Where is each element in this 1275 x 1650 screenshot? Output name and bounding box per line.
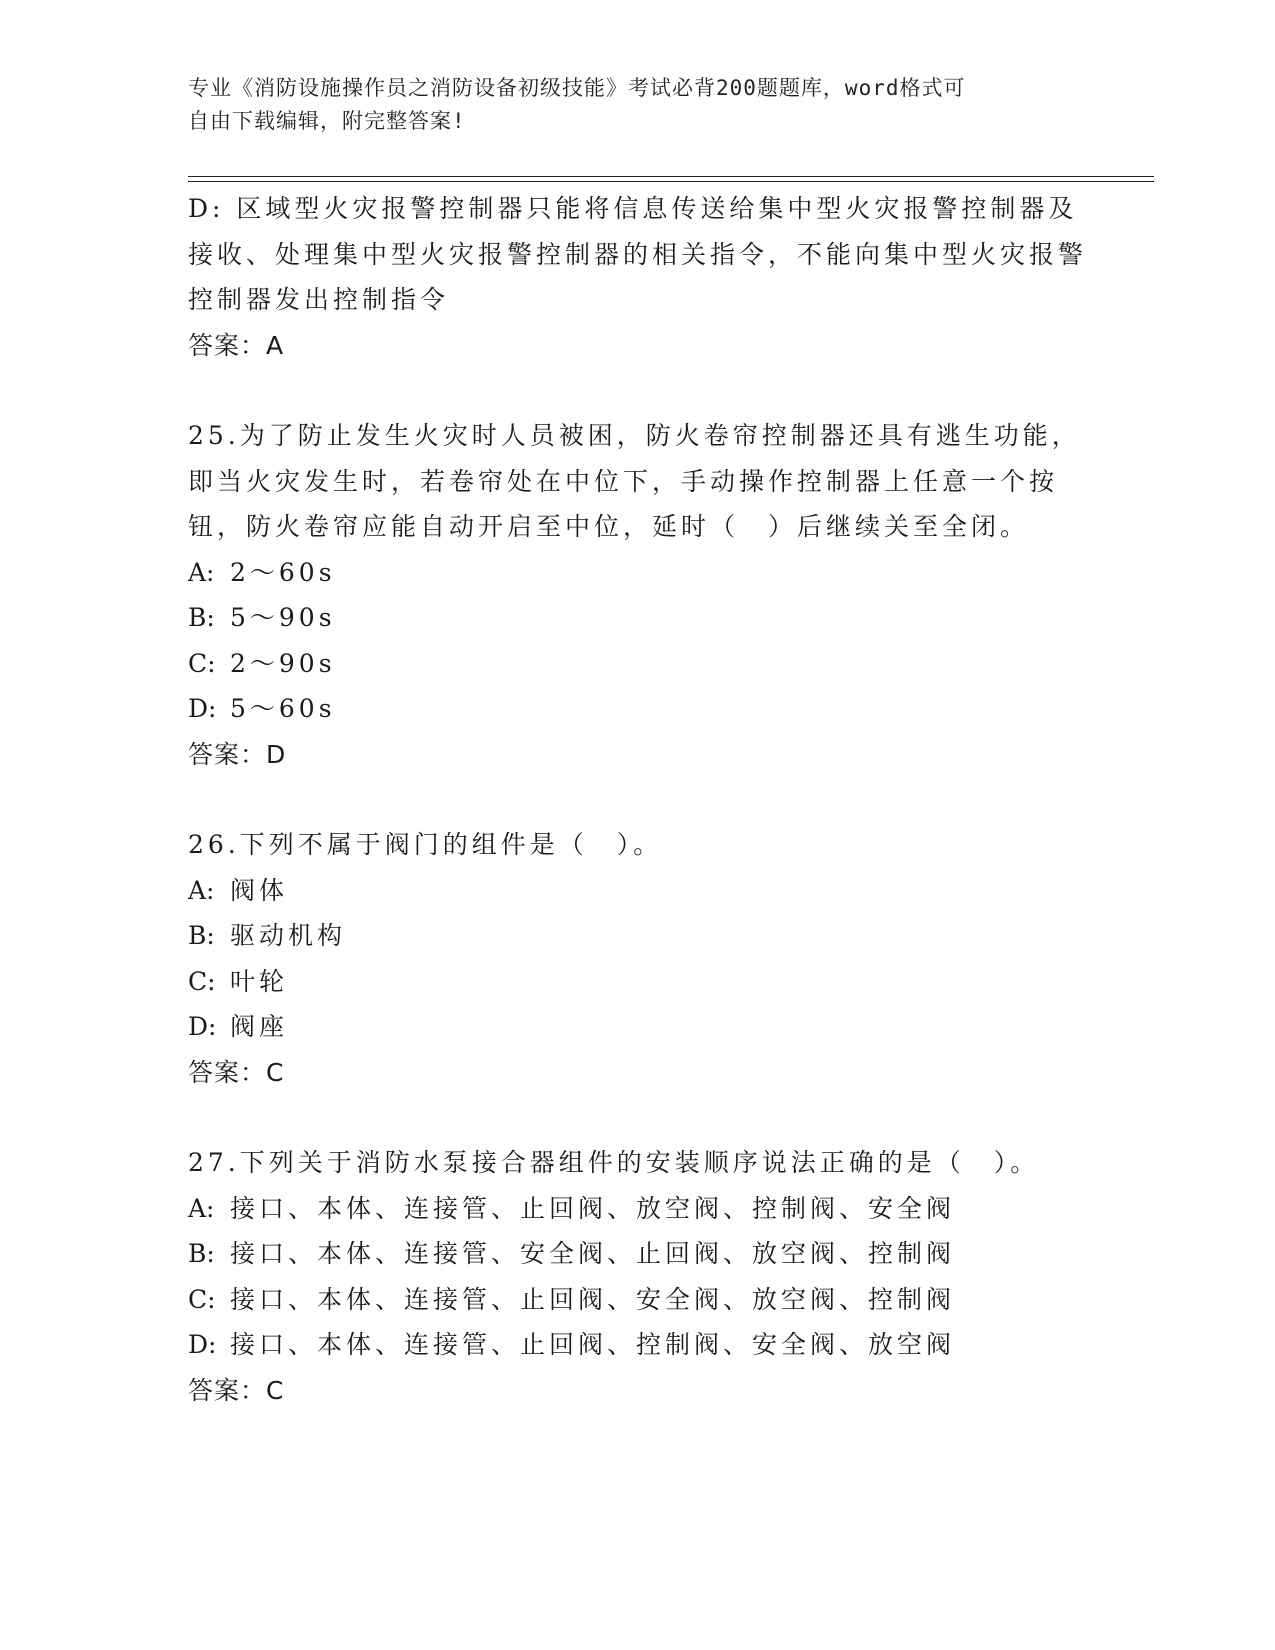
answer-line: 答案：C	[188, 1057, 285, 1087]
option-label: B:	[188, 921, 215, 950]
header-rule-bottom	[188, 181, 1154, 182]
header-line-1: 专业《消防设施操作员之消防设备初级技能》考试必背200题题库，word格式可	[188, 76, 966, 100]
option-text: 接口、本体、连接管、安全阀、止回阀、放空阀、控制阀	[230, 1239, 956, 1268]
option-text: 阀座	[230, 1012, 289, 1041]
answer-line: 答案：D	[188, 739, 287, 769]
question-25	[188, 413, 1088, 777]
option-label: D:	[188, 694, 217, 723]
question-stem: 27.下列关于消防水泵接合器组件的安装顺序说法正确的是（ ）。	[188, 1148, 1040, 1177]
document-body	[188, 186, 1088, 1413]
option-d	[188, 1004, 1088, 1050]
option-label: B:	[188, 603, 215, 632]
option-label: D:	[188, 1012, 217, 1041]
option-a	[188, 868, 1088, 914]
option-text: 驱动机构	[230, 921, 347, 950]
document-header	[188, 72, 1088, 138]
option-label: D:	[188, 1330, 217, 1359]
option-a	[188, 550, 1088, 596]
question-27	[188, 1140, 1088, 1413]
header-line-2: 自由下载编辑，附完整答案!	[188, 109, 466, 133]
option-d	[188, 686, 1088, 732]
answer-line: 答案：C	[188, 1375, 285, 1405]
option-text: 5～90s	[230, 603, 336, 632]
option-text: 阀体	[230, 875, 289, 905]
option-label: C:	[188, 966, 216, 996]
option-label: A:	[188, 1193, 215, 1223]
question-26	[188, 822, 1088, 1095]
header-rule-top	[188, 176, 1154, 177]
option-b	[188, 1231, 1088, 1277]
option-text: 2～60s	[230, 557, 336, 587]
option-a	[188, 1186, 1088, 1232]
previous-question-tail	[188, 186, 1088, 368]
option-text: 叶轮	[230, 966, 289, 996]
option-b	[188, 913, 1088, 959]
question-stem: 26.下列不属于阀门的组件是（ ）。	[188, 830, 663, 859]
option-label: C:	[188, 1284, 216, 1314]
option-text: 接口、本体、连接管、止回阀、放空阀、控制阀、安全阀	[230, 1193, 956, 1223]
option-c	[188, 959, 1088, 1005]
option-d-text: D: 区域型火灾报警控制器只能将信息传送给集中型火灾报警控制器及接收、处理集中型火灾报警控制器的相关指令，不能向集中型火灾报警控制器发出控制指令	[188, 194, 1088, 314]
question-stem: 25.为了防止发生火灾时人员被困，防火卷帘控制器还具有逃生功能，即当火灾发生时，若卷帘处在中位下，手动操作控制器上任意一个按钮，防火卷帘应能自动开启至中位，延时（ ）后继续关至全闭。	[188, 421, 1081, 541]
option-b	[188, 595, 1088, 641]
option-text: 2～90s	[230, 648, 336, 678]
option-text: 接口、本体、连接管、止回阀、控制阀、安全阀、放空阀	[230, 1330, 956, 1359]
option-label: B:	[188, 1239, 215, 1268]
option-c	[188, 641, 1088, 687]
option-text: 5～60s	[230, 694, 336, 723]
option-d	[188, 1322, 1088, 1368]
answer-line: 答案：A	[188, 330, 285, 360]
option-label: C:	[188, 648, 216, 678]
option-text: 接口、本体、连接管、止回阀、安全阀、放空阀、控制阀	[230, 1284, 956, 1314]
option-label: A:	[188, 557, 215, 587]
option-c	[188, 1277, 1088, 1323]
option-label: A:	[188, 875, 215, 905]
